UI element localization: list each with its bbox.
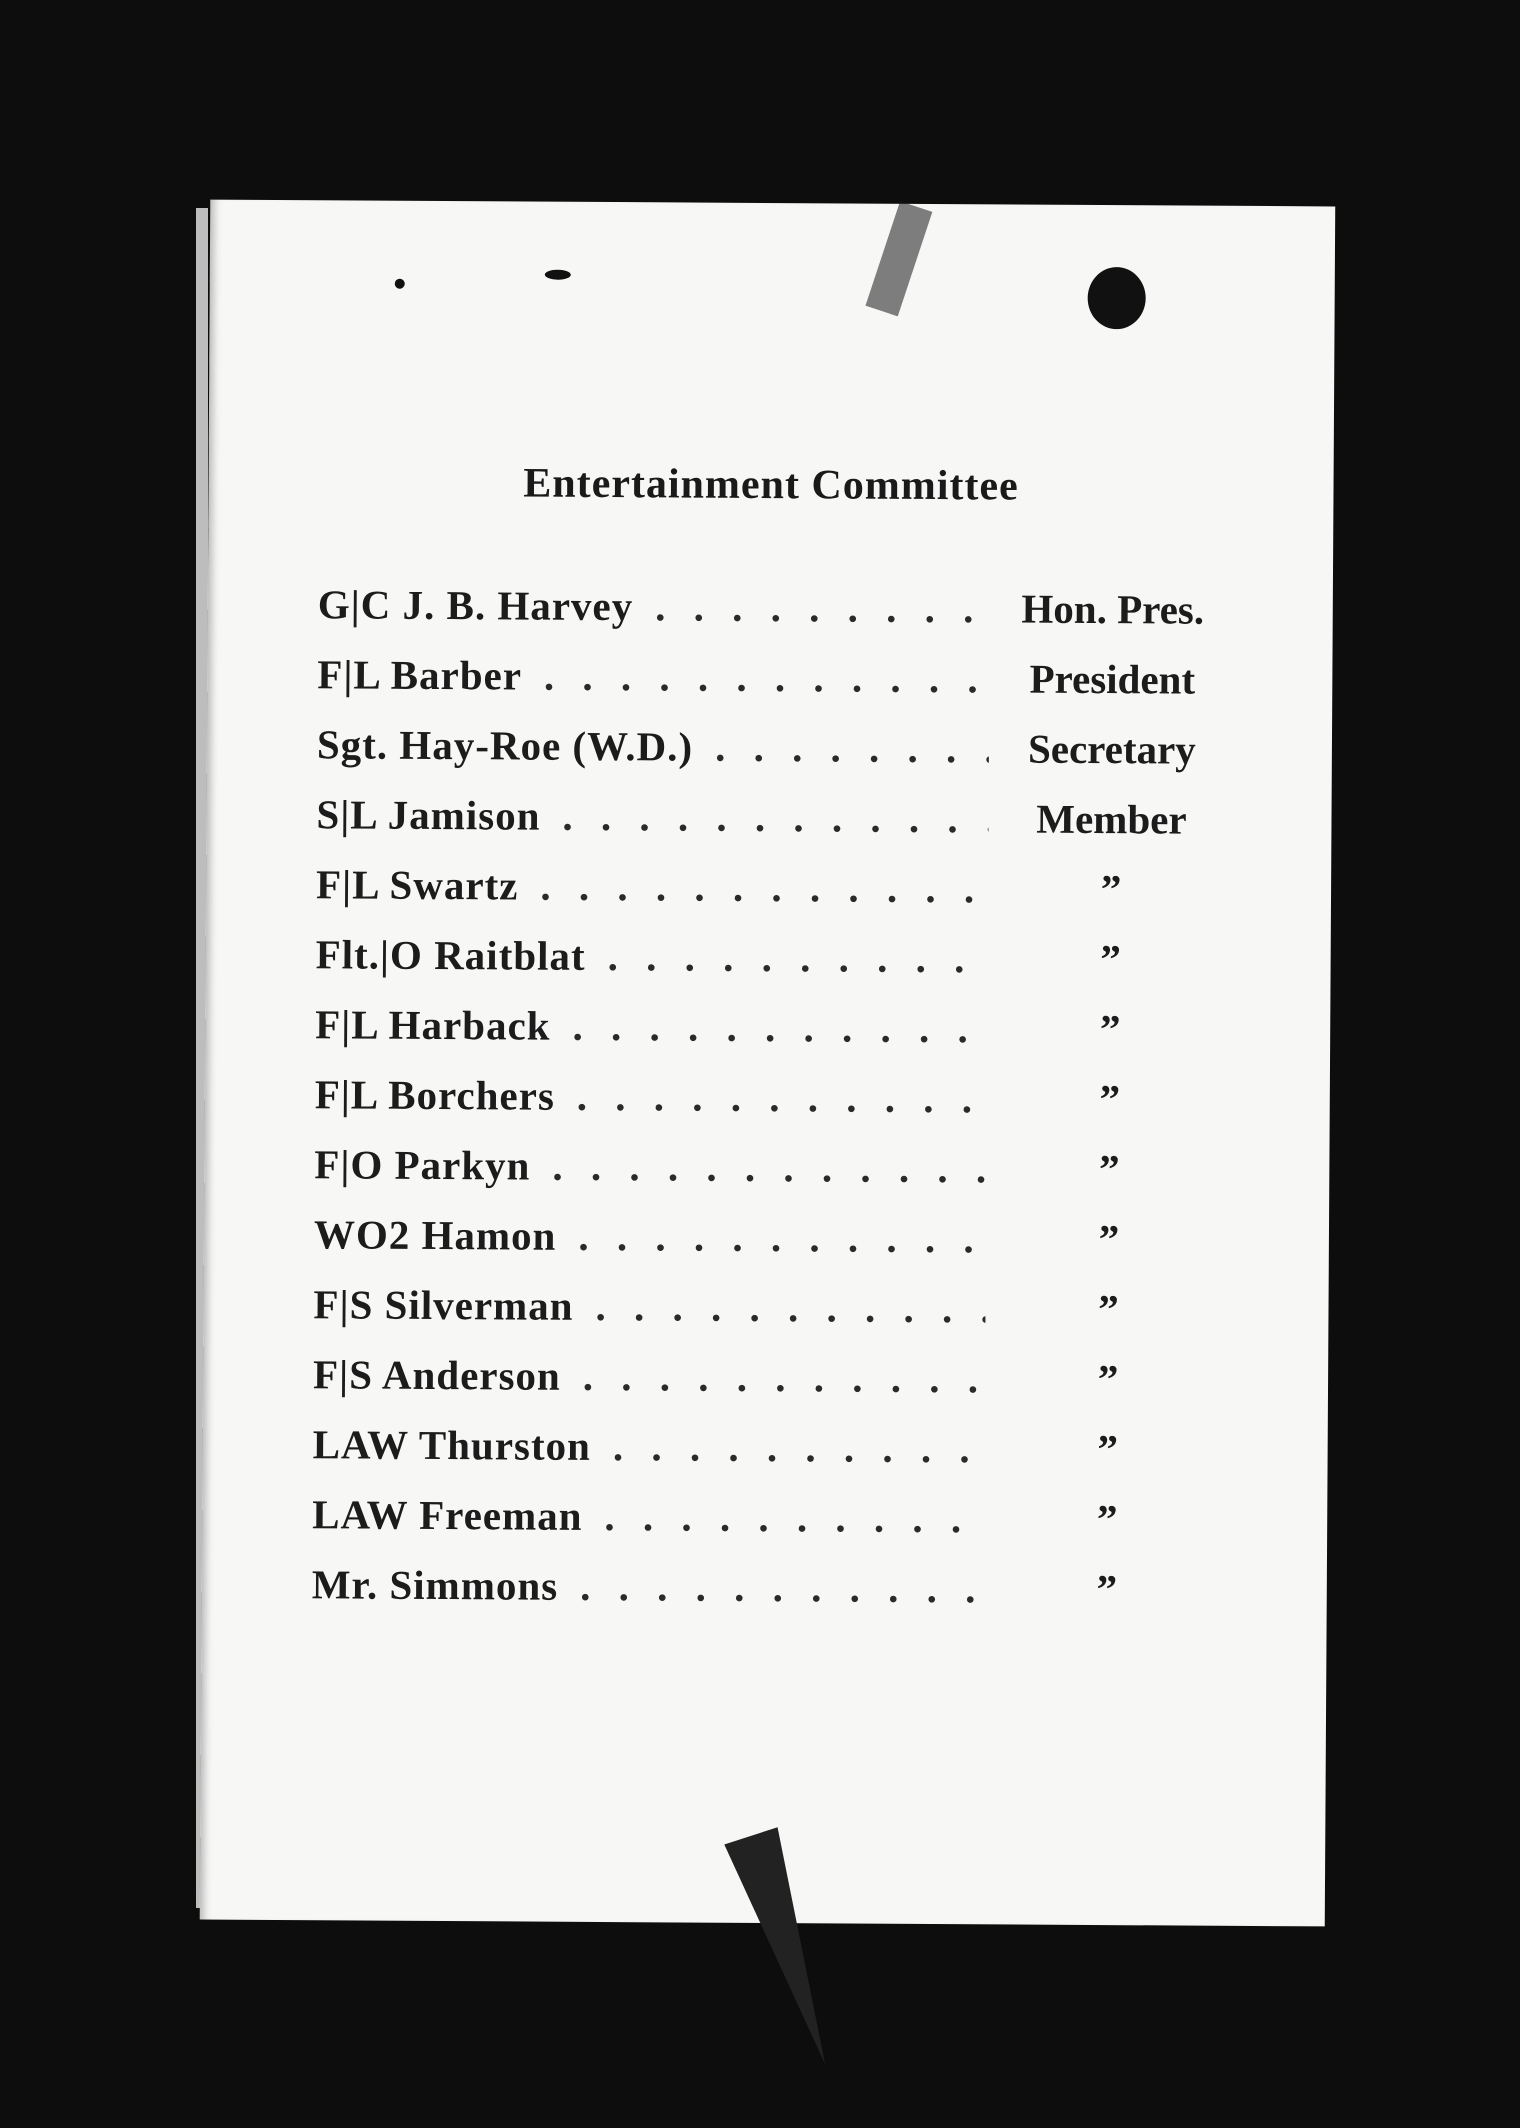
list-item [314, 1210, 1214, 1285]
member-role: Hon. Pres. [1021, 585, 1205, 633]
member-role: ” [1100, 866, 1122, 913]
dot-leader [608, 932, 988, 982]
member-name: F|L Swartz [315, 861, 519, 909]
member-role: ” [1099, 1006, 1121, 1053]
committee-card [200, 200, 1335, 1927]
member-name: F|L Harback [315, 1001, 551, 1049]
member-name: Sgt. Hay-Roe (W.D.) [316, 721, 694, 770]
member-name: G|C J. B. Harvey [317, 581, 634, 630]
ink-speck-2 [545, 270, 571, 280]
member-role: ” [1098, 1146, 1120, 1193]
list-item [312, 1490, 1212, 1565]
dot-leader [595, 1282, 985, 1332]
list-item [316, 860, 1216, 935]
dot-leader [540, 862, 988, 913]
member-name: WO2 Hamon [313, 1211, 557, 1259]
member-list [312, 580, 1218, 1635]
dot-leader [655, 582, 990, 632]
dot-leader [613, 1422, 985, 1472]
list-item [316, 790, 1216, 865]
list-item [314, 1140, 1214, 1215]
member-role: ” [1100, 936, 1122, 983]
dot-leader [583, 1352, 986, 1402]
ink-blot-large [1087, 267, 1145, 329]
list-item [317, 650, 1217, 725]
member-name: F|O Parkyn [314, 1141, 531, 1189]
member-name: Flt.|O Raitblat [315, 931, 586, 979]
dot-leader [577, 1072, 987, 1123]
member-name: F|L Barber [317, 651, 523, 699]
dot-leader [552, 1142, 986, 1193]
list-item [318, 580, 1218, 655]
member-role: ” [1097, 1356, 1119, 1403]
card-tear [865, 201, 932, 316]
list-item [312, 1560, 1212, 1635]
list-item [315, 1070, 1215, 1145]
page-title: Entertainment Committee [523, 460, 1019, 510]
dot-leader [580, 1562, 984, 1612]
ink-speck-1 [395, 279, 405, 289]
dot-leader [578, 1212, 986, 1262]
member-name: F|S Anderson [312, 1351, 561, 1399]
member-role: Secretary [1027, 725, 1196, 773]
member-role: ” [1096, 1496, 1118, 1543]
member-role: ” [1096, 1566, 1118, 1613]
member-role: Member [1036, 795, 1187, 843]
dot-leader [562, 792, 988, 843]
member-name: F|L Borchers [314, 1071, 555, 1119]
member-name: S|L Jamison [316, 791, 541, 839]
member-name: LAW Thurston [312, 1421, 592, 1469]
dot-leader [715, 723, 989, 773]
list-item [315, 1000, 1215, 1075]
list-item [313, 1280, 1213, 1355]
member-role: President [1029, 655, 1196, 703]
member-role: ” [1097, 1426, 1119, 1473]
list-item [315, 930, 1215, 1005]
list-item [313, 1350, 1213, 1425]
dot-leader [604, 1492, 984, 1542]
member-role: ” [1098, 1216, 1120, 1263]
member-role: ” [1099, 1076, 1121, 1123]
list-item [312, 1420, 1212, 1495]
member-name: LAW Freeman [312, 1491, 583, 1539]
member-role: ” [1098, 1286, 1119, 1333]
list-item [317, 720, 1217, 795]
member-name: Mr. Simmons [311, 1561, 559, 1609]
dot-leader [572, 1002, 987, 1053]
member-name: F|S Silverman [313, 1281, 574, 1329]
dot-leader [544, 652, 990, 703]
